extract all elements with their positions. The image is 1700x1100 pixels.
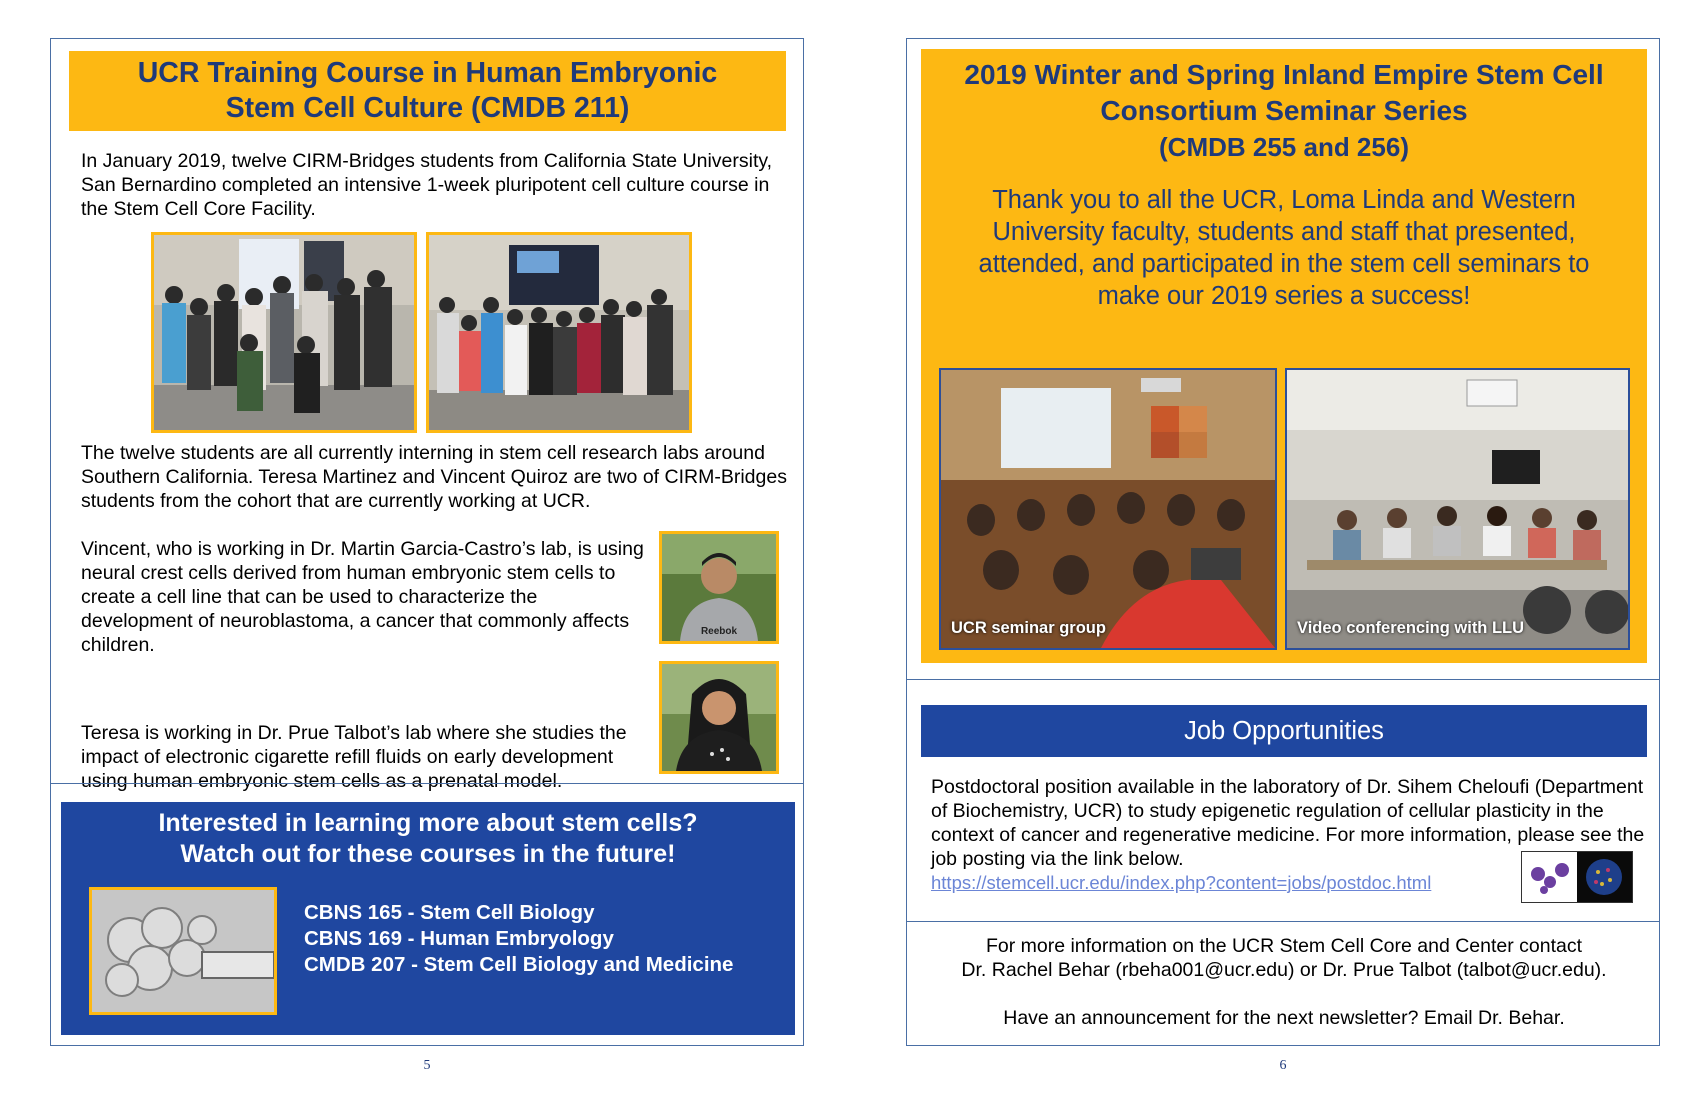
students-paragraph: The twelve students are all currently interning in stem cell research labs around Southern California. Teresa Martinez and Vincent Quiroz are two of CIRM-Bridges students from the cohort that are currently working at UCR. xyxy=(81,442,787,512)
page-number-6: 6 xyxy=(1279,1058,1287,1073)
title-line-1: UCR Training Course in Human Embryonic xyxy=(137,57,718,89)
future-courses-box xyxy=(61,802,795,1035)
contact-line-2: Dr. Rachel Behar (rbeha001@ucr.edu) or Dr. Prue Talbot (talbot@ucr.edu). xyxy=(961,959,1607,981)
thank-you-message: Thank you to all the UCR, Loma Linda and Western University faculty, students and staff that presented, attended, and participated in the stem cell seminars to make our 2019 series a success! xyxy=(978,186,1590,310)
training-course-title-banner xyxy=(69,51,786,131)
job-opportunities-heading: Job Opportunities xyxy=(1184,717,1384,745)
newsletter-page-5 xyxy=(50,38,804,1046)
vincent-portrait xyxy=(659,531,779,644)
shirt-logo-text: Reebok xyxy=(700,626,738,637)
course-item: CBNS 165 - Stem Cell Biology xyxy=(304,901,595,924)
newsletter-page-6 xyxy=(906,38,1660,1046)
course-item: CBNS 169 - Human Embryology xyxy=(304,927,614,950)
photo-caption-llu: Video conferencing with LLU xyxy=(1297,619,1525,637)
video-conference-photo xyxy=(1285,368,1630,650)
courses-heading-line-1: Interested in learning more about stem cells? xyxy=(158,809,698,837)
seminar-title-line-3: (CMDB 255 and 256) xyxy=(1159,132,1409,162)
seminar-title-line-2: Consortium Seminar Series xyxy=(1100,95,1468,126)
ucr-seminar-photo xyxy=(939,368,1277,650)
course-item: CMDB 207 - Stem Cell Biology and Medicine xyxy=(304,953,734,976)
left-divider xyxy=(51,783,803,784)
photo-caption-ucr: UCR seminar group xyxy=(951,619,1106,637)
vincent-paragraph: Vincent, who is working in Dr. Martin Garcia-Castro’s lab, is using neural crest cells derived from human embryonic stem cells to create a cell line that can be used to characterize the development of neuroblastoma, a cancer that commonly affects children. xyxy=(81,538,644,656)
contact-line-1: For more information on the UCR Stem Cell Core and Center contact xyxy=(985,935,1583,957)
seminar-title-line-1: 2019 Winter and Spring Inland Empire Stem Cell xyxy=(964,59,1604,90)
job-opportunities-banner xyxy=(921,705,1647,757)
intro-paragraph: In January 2019, twelve CIRM-Bridges students from California State University, San Bernardino completed an intensive 1-week pluripotent cell culture course in the Stem Cell Core Facility. xyxy=(81,150,773,220)
right-divider-2 xyxy=(907,921,1659,922)
title-line-2: Stem Cell Culture (CMDB 211) xyxy=(225,92,630,124)
seminar-series-panel xyxy=(921,49,1647,663)
right-divider-1 xyxy=(907,679,1659,680)
cell-image-thumbnail xyxy=(1521,851,1633,903)
job-posting-link[interactable]: https://stemcell.ucr.edu/index.php?content=jobs/postdoc.html xyxy=(931,872,1432,893)
announcement-line: Have an announcement for the next newsletter? Email Dr. Behar. xyxy=(1003,1007,1565,1029)
page-number-5: 5 xyxy=(423,1058,431,1073)
group-photo-1 xyxy=(151,232,417,433)
teresa-portrait xyxy=(659,661,779,774)
group-photo-2 xyxy=(426,232,692,433)
embryo-micrograph xyxy=(89,887,277,1015)
teresa-paragraph: Teresa is working in Dr. Prue Talbot’s lab where she studies the impact of electronic cigarette refill fluids on early development using human embryonic stem cells as a prenatal model. xyxy=(81,722,627,792)
job-description: Postdoctoral position available in the laboratory of Dr. Sihem Cheloufi (Department of Biochemistry, UCR) to study epigenetic regulation of cellular plasticity in the context of cancer and regenerative medicine. For more information, please see the job posting via the link below. xyxy=(931,776,1645,870)
courses-heading-line-2: Watch out for these courses in the future! xyxy=(180,840,676,868)
